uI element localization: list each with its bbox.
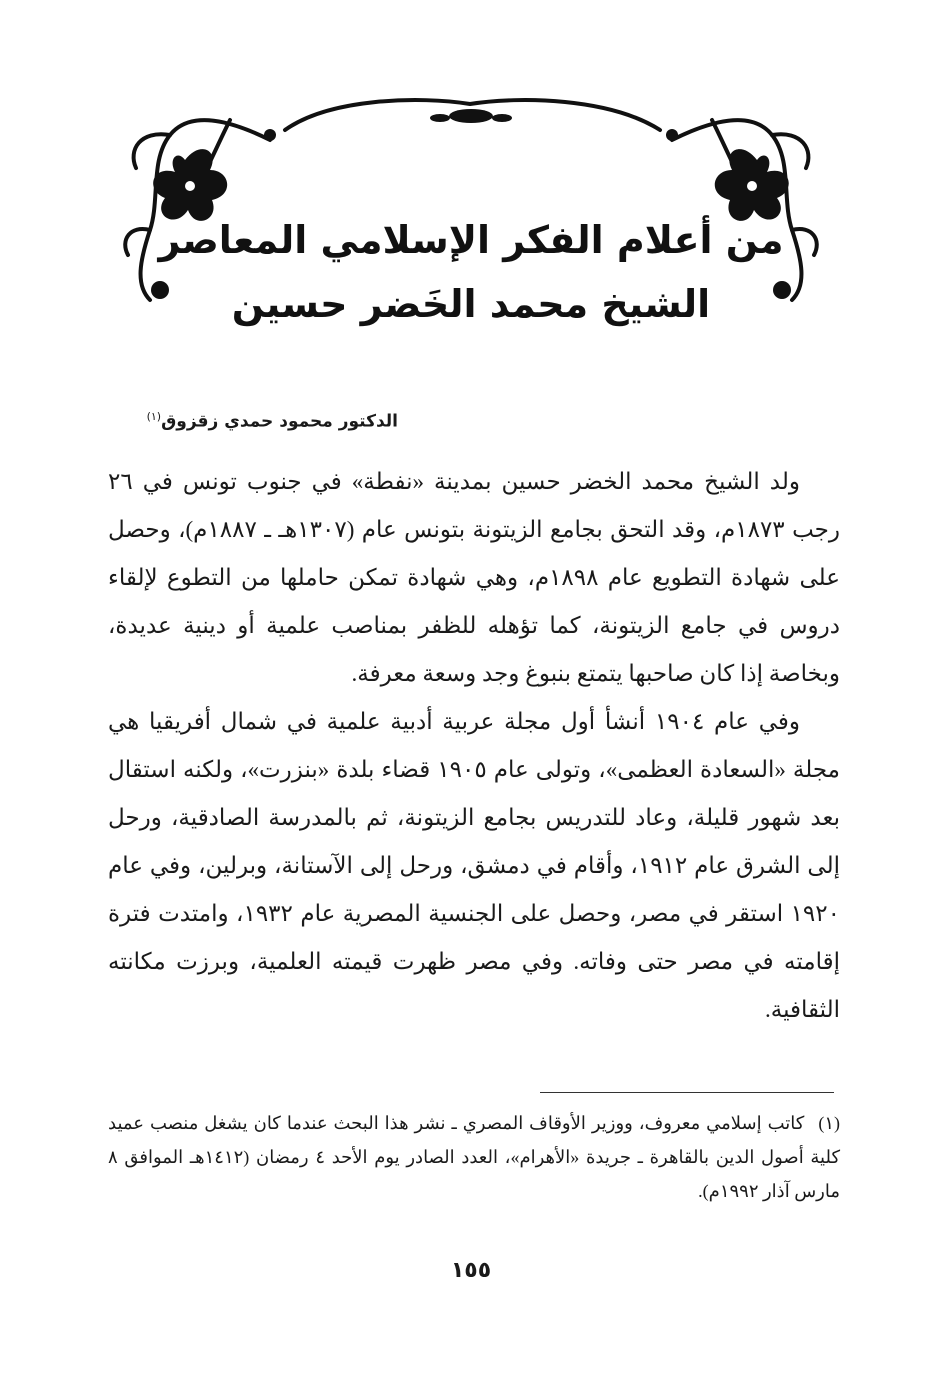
- footnote-marker: (١): [146, 410, 162, 423]
- paragraph-2: وفي عام ١٩٠٤ أنشأ أول مجلة عربية أدبية علمية في شمال أفريقيا هي مجلة «السعادة العظمى»، وتولى عام ١٩٠٥ قضاء بلدة «بنزرت»، ولكنه استقال بعد شهور قليلة، وعاد للتدريس بجامع الزيتونة، ثم بالمدرسة الصادقية، ورحل إلى الشرق عام ١٩١٢، وأقام في دمشق، ورحل إلى الآستانة، وبرلين، وفي عام ١٩٢٠ استقر في مصر، وحصل على الجنسية المصرية عام ١٩٣٢، وامتدت فترة إقامته في مصر حتى وفاته. وفي مصر ظهرت قيمته العلمية، وبرزت مكانته الثقافية.: [108, 709, 841, 1022]
- author-byline: [147, 410, 398, 432]
- article-title: من أعلام الفكر الإسلامي المعاصر: [158, 218, 784, 262]
- article-body: [108, 458, 840, 1034]
- paragraph-1: ولد الشيخ محمد الخضر حسين بمدينة «نفطة» في جنوب تونس في ٢٦ رجب ١٨٧٣م، وقد التحق بجامع الزيتونة بتونس عام (١٣٠٧هـ ـ ١٨٨٧م)، وحصل على شهادة التطويع عام ١٨٩٨م، وهي شهادة تمكن حاملها من التطوع لإلقاء دروس في جامع الزيتونة، كما تؤهله للظفر بمناصب علمية أو دينية عديدة، وبخاصة إذا كان صاحبها يتمتع بنبوغ وجد وسعة معرفة.: [108, 469, 840, 686]
- footnote-number: (١): [818, 1113, 840, 1133]
- author-name: الدكتور محمود حمدي زقزوق: [161, 411, 398, 432]
- article-subtitle: الشيخ محمد الخَضر حسين: [231, 282, 711, 326]
- page-number: ١٥٥: [450, 1258, 492, 1283]
- footnote-divider: [540, 1092, 834, 1093]
- footnote: [108, 1106, 840, 1208]
- footnote-text: كاتب إسلامي معروف، ووزير الأوقاف المصري ـ نشر هذا البحث عندما كان يشغل منصب عميد كلية أصول الدين بالقاهرة ـ جريدة «الأهرام»، العدد الصادر يوم الأحد ٤ رمضان (١٤١٢هـ الموافق ٨ مارس آذار ١٩٩٢م).: [108, 1113, 841, 1201]
